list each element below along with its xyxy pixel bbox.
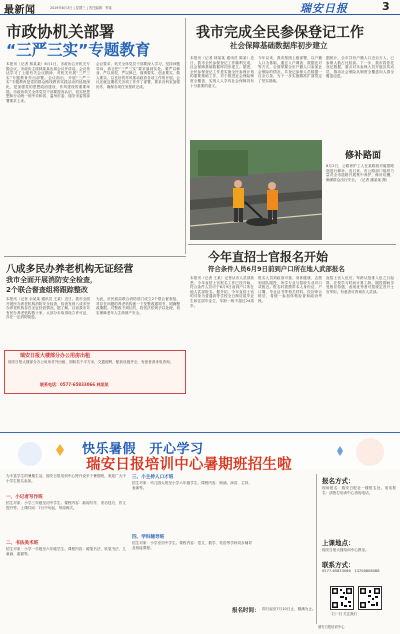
ad-divider [0,432,400,433]
article2-column-1: 本报讯（记者 林某某 通讯员 陈某）近日，我市全民参保登记工作顺利完成，社会保障基础数据库初步建立。据悉，全民参保登记工作是实施全民参保计划的重要基础工作，对于推进社会保险制度全覆盖、实现人人享有社会保障具有十分重要的意义。 [190,56,254,88]
article4-column-1: 本报讯（记者 王某）记者从市人武部获悉，今年直招士官报名工作已经开始，符合条件人员可于6月9日前到户口所在地人武部报名。据介绍，今年直招士官的对象为普通高等学校全日制应届毕业生和往届毕业生，年龄一般不超过24周岁。 [190,276,254,308]
banner-headline: 快乐暑假 开心学习 [82,442,204,457]
sidebar-divider [316,474,317,624]
article1-column-2: 会议要求，机关全体党员干部要深入学习，坚持问题导向，真正把“三严三实”要求落到实处。要严以修身、严以用权、严以律己，谋事要实、创业要实、做人要实，以良好的作风推动政协各项工作的开展。会议还就近期机关各项工作作了部署，要求各科室加强协作，确保各项任务按时完成。 [96,62,180,89]
banner-main-title: 瑞安日报培训中心暑期班招生啦 [86,457,292,473]
article2-column-2: 今年以来，我市按照上级部署，以户籍人口为基础，通过入户调查、数据比对等方式，全面掌握全市户籍人口参加社会保险的情况，共登记参保人员数据一百余万条，为下一步实施精准扩面奠定了坚实基础。 [258,56,322,83]
paper-logo: 瑞安日报 [300,2,348,15]
article1-title-line2: “三严三实”专题教育 [6,41,151,59]
article4-column-3: 直招士官入伍后，军龄从批准入伍之日起算，在校学习时间计算工龄。服役期间享受相应待遇，表现优秀者可按规定晋升士官军衔。有意者可咨询市人武部。 [326,276,394,294]
article1-title-line1: 市政协机关部署 [6,23,115,41]
section-name: 最新闻 [4,5,36,16]
column-divider [185,18,186,254]
course-4-body: 招生对象：小学至初中学生。课程内容：语文、数学、英语等学科同步辅导及衔接课程。 [132,541,252,550]
rental-notice-body: 瑞安日报大楼部分办公用房对外出租，面积若干平方米，交通便利，配套设施齐全，有意者请来电咨询。 [8,360,174,364]
repair-caption: 6月2日，公路养护工人在某路段对破损路面进行修补。连日来，市公路部门组织力量对全市道路开展集中养护，修补坑槽，确保群众出行安全。（记者 潘某某 摄） [326,164,394,182]
rental-notice-title: 瑞安日报大楼部分办公用房出租 [20,353,91,359]
class-location-title: 上课地点： [322,539,355,547]
course-4-heading: 四、学科辅导班 [132,535,165,540]
training-intro: 为丰富学生的暑期生活，瑞安日报培训中心特开设多个暑期班，欢迎广大中小学生报名参加。 [6,474,126,483]
qr-code-graphic [331,587,353,609]
article4-subtitle: 符合条件人员6月9日前到户口所在地人武部报名 [208,265,345,273]
road-repair-illustration [190,140,322,240]
qr-code-graphic [359,587,381,609]
qr-caption: 扫一扫 关注我们 [332,612,357,616]
divider [4,256,186,257]
course-1-heading: 一、小记者写作班 [6,495,43,500]
footer-note: 瑞安日报培训中心 [318,625,345,629]
article1-column-1: 本报讯（记者 林某某）6月1日，市政协召开机关专题会议，市政协主席林某某出席会议并讲话。会议传达学习了上级有关会议精神，对机关开展“三严三实”专题教育作出部署。会议指出，开展“三严三实”专题教育是党的群众路线教育实践活动的延展深化，是加强党的思想政治建设、作风建设的重要举措。市政协机关全体党员干部要提高认识，切实把思想和行动统一到中央和省、温州市委、瑞安市委的部署要求上来。 [6,62,90,103]
registration-time-label: 报名时间： [232,608,260,614]
contact-title: 联系方式： [322,561,355,569]
class-location-body: 瑞安日报大楼培训中心教室。 [322,548,369,552]
article3-subtitle-1: 我市全面开展消防安全检查， [6,276,97,284]
article3-column-1: 本报讯（记者 余某某 通讯员 王某）近日，我市全面开展民办养老机构消防安全检查，检查发现八成多民办养老机构存在无证经营情况。据了解，目前我市共有民办养老机构数十家，大部分未取得设立许可证，存在一定消防隐患。 [6,297,90,320]
divider [188,244,396,245]
rental-notice-contact: 联系电话：0577-65833066 林某某 [40,382,109,387]
repair-title: 修补路面 [345,151,382,161]
course-3-heading: 三、小主持人口才班 [132,475,174,480]
article2-title: 我市完成全民参保登记工作 [196,25,364,41]
course-1-body: 招生对象：小学三年级至初中学生。课程内容：新闻写作、采访技巧、作文提升等。上课时间：7月中旬起，每周两次。 [6,501,126,510]
article2-subtitle: 社会保障基础数据库初步建立 [230,41,328,50]
course-2-heading: 二、书法美术班 [6,541,39,546]
course-3-body: 招生对象：幼儿园大班至小学六年级学生。课程内容：朗诵、演讲、主持、表演等。 [132,481,252,490]
registration-method-body: 现场报名：瑞安日报社一楼报名处。电话报名：请拨打培训中心咨询电话。 [322,486,396,495]
registration-method-title: 报名方式： [322,477,355,485]
qr-code-icon [330,586,354,610]
page-number: 3 [382,0,390,13]
road-repair-photo [190,140,322,240]
contact-body: 0577-65833066 13706808088 [322,569,380,573]
header-meta: 2019年6月3日 | 星期三 | 责任编辑：李某 [50,6,112,10]
registration-time-body: 即日起至7月10日止，额满为止。 [262,607,316,611]
article4-column-2: 报名人员须政治可靠、身体健康、志愿到部队服役，所学专业与招收专业对口或相近。报名时需携带本人身份证、户口簿、毕业证书等相关材料。经初审合格后，将统一参加体格检查和政治考核。 [258,276,322,303]
article4-title: 今年直招士官报名开始 [208,250,329,264]
article3-title: 八成多民办养老机构无证经营 [6,264,134,275]
course-2-body: 招生对象：小学一年级至六年级学生。课程内容：硬笔书法、软笔书法、儿童画、素描等。 [6,547,126,556]
article3-subtitle-2: 2个联合督查组将跟踪整改 [6,286,88,294]
qr-code-icon [358,586,382,610]
article2-column-3: 据统计，全市共有户籍人口近百万人，已参保人数占比较高。下一步，我市将依托登记数据，重点对未参保人员开展宣传动员，推动社会保险从制度全覆盖向人群全覆盖迈进。 [326,56,394,79]
article3-column-2: 为此，市民政局联合消防部门成立2个联合督查组，对存在问题的养老机构逐一下发整改通知书，明确整改期限。对整改不到位的，将依法依规予以处理，切实保障老年人生命财产安全。 [96,297,180,315]
